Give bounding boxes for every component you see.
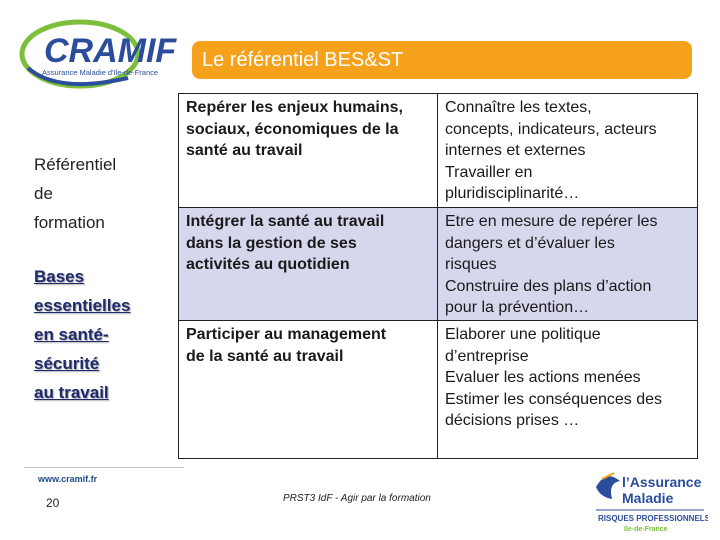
bases-line: au travail	[34, 383, 109, 402]
referentiel-label	[34, 150, 174, 237]
cell-line: Intégrer la santé au travail	[186, 213, 385, 230]
cell-line: pour la prévention…	[445, 299, 590, 316]
cell-line: Estimer les conséquences des	[445, 390, 662, 408]
referentiel-line: Référentiel	[34, 155, 117, 174]
logo-tagline: Assurance Maladie d'Ile-de-France	[42, 68, 159, 77]
referentiel-table	[178, 93, 698, 459]
cell-line: internes et externes	[445, 142, 586, 159]
referentiel-line: de	[34, 184, 53, 203]
cell-line: Travailler en	[445, 163, 533, 181]
table-cell-objective	[179, 208, 438, 320]
cramif-logo	[18, 18, 188, 90]
table-row	[179, 321, 697, 458]
footer-divider	[24, 467, 184, 468]
cell-line: de la santé au travail	[186, 347, 344, 365]
website-link[interactable]: www.cramif.fr	[38, 474, 98, 484]
table-cell-detail	[438, 208, 697, 320]
table-row	[179, 208, 697, 321]
cell-line: dangers et d’évaluer les	[445, 234, 615, 252]
cell-line: Repérer les enjeux humains,	[186, 99, 403, 116]
bases-line: essentielles	[34, 296, 131, 315]
table-cell-objective	[179, 321, 438, 458]
slide-title: Le référentiel BES&ST	[202, 49, 404, 71]
cell-line: santé au travail	[186, 142, 303, 159]
cell-line: Participer au management	[186, 326, 387, 343]
cell-line: concepts, indicateurs, acteurs	[445, 120, 657, 138]
cell-line: Evaluer les actions menées	[445, 369, 641, 386]
cell-line: décisions prises …	[445, 412, 580, 429]
table-cell-detail	[438, 94, 697, 207]
cell-line: Construire des plans d’action	[445, 277, 652, 295]
cell-line: risques	[445, 256, 497, 273]
cell-line: Connaître les textes,	[445, 99, 592, 116]
cell-line: Etre en mesure de repérer les	[445, 213, 658, 230]
bases-essentielles-label	[34, 262, 174, 407]
cell-line: activités au quotidien	[186, 256, 350, 273]
logo2-line3: RISQUES PROFESSIONNELS	[598, 514, 708, 523]
table-row	[179, 94, 697, 208]
referentiel-line: formation	[34, 213, 105, 232]
assurance-maladie-logo	[590, 465, 708, 535]
bases-line: en santé-	[34, 325, 109, 344]
cell-line: dans la gestion de ses	[186, 234, 357, 252]
bases-line: sécurité	[34, 354, 100, 373]
page-number: 20	[46, 496, 60, 510]
cell-line: sociaux, économiques de la	[186, 120, 399, 138]
cell-line: Elaborer une politique	[445, 326, 601, 343]
cell-line: d’entreprise	[445, 347, 529, 365]
title-banner	[192, 41, 692, 79]
table-cell-detail	[438, 321, 697, 458]
cell-line: pluridisciplinarité…	[445, 185, 580, 202]
logo2-line2: Maladie	[622, 490, 674, 506]
table-cell-objective	[179, 94, 438, 207]
logo2-line1: l’Assurance	[622, 474, 702, 490]
footer-text: PRST3 IdF - Agir par la formation	[283, 493, 431, 504]
logo-name: CRAMIF	[44, 32, 177, 70]
bases-line: Bases	[34, 267, 85, 286]
logo2-line4: Ile-de-France	[624, 526, 668, 533]
